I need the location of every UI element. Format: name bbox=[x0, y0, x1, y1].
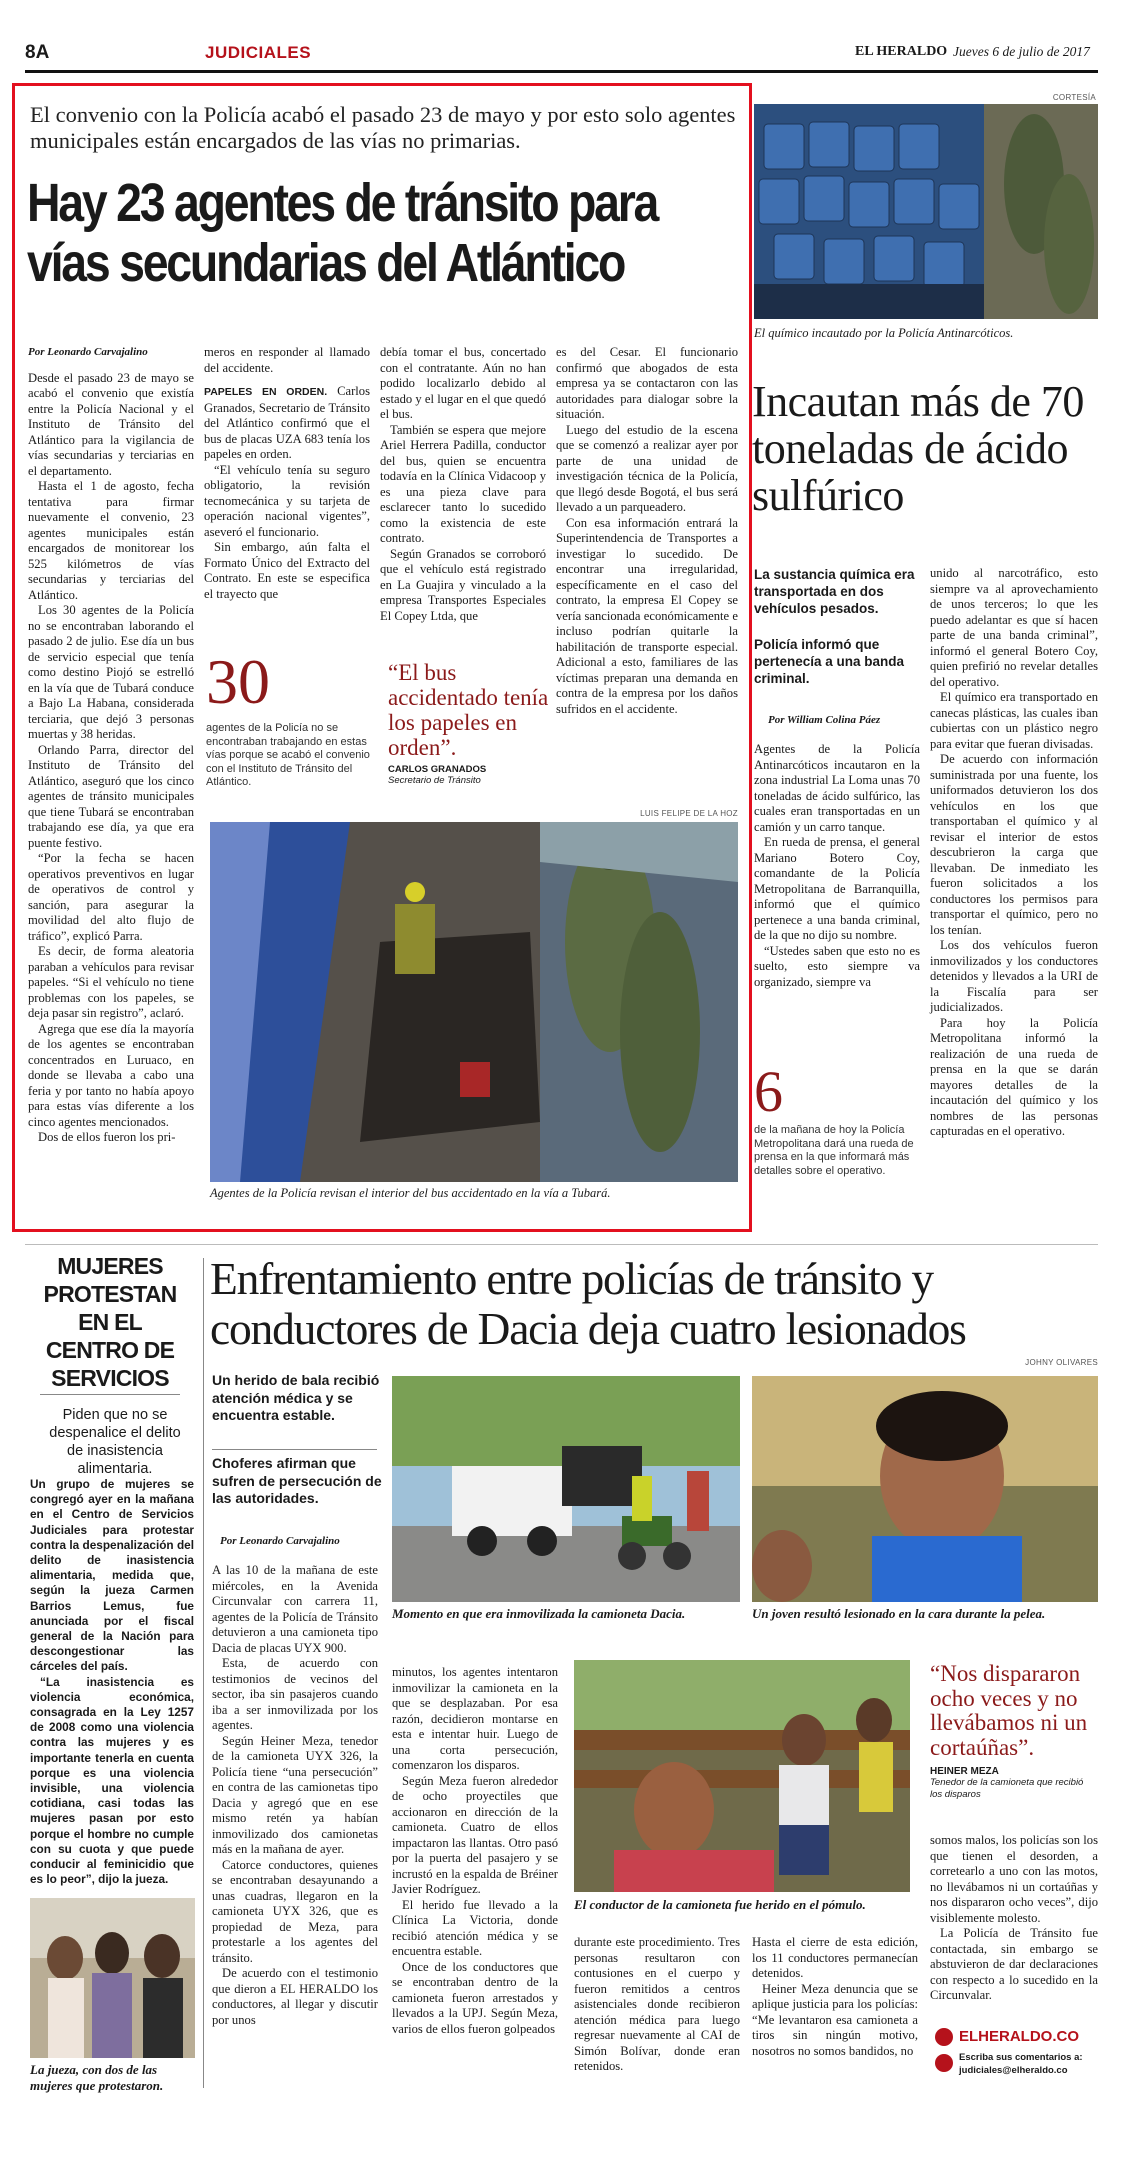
paragraph: El herido fue llevado a la Clínica La Victoria, donde recibió atención médica y se encuentra estable. bbox=[392, 1897, 558, 1958]
photo-caption: Un joven resultó lesionado en la cara durante la pelea. bbox=[752, 1606, 1046, 1621]
paragraph: “Por la fecha se hacen operativos preventivos en lugar de operativos de control y sanción, para asegurar la movilidad del alto flujo de tráfico”, explicó Parra. bbox=[28, 851, 194, 943]
paragraph: Dos de ellos fueron los pri- bbox=[38, 1130, 176, 1144]
paragraph: Sin embargo, aún falta el Formato Único del Extracto del Contrato. En este se especifica el trayecto que bbox=[204, 540, 370, 601]
story4-deck2: Choferes afirman que sufren de persecución de las autoridades. bbox=[212, 1455, 382, 1506]
footer-logo: ELHERALDO.CO bbox=[959, 2028, 1079, 2045]
quote-role: Tenedor de la camioneta que recibió los disparos bbox=[930, 1777, 1084, 1800]
driver-injured-photo bbox=[574, 1660, 910, 1892]
bus-accident-photo bbox=[210, 822, 738, 1182]
paragraph: somos malos, los policías son los que tienen el desorden, a corretearlo a uno con las motos, no llevábamos ni un cortaúñas y nos dispararon ocho veces”, dijo visiblemente molesto. bbox=[930, 1833, 1098, 1925]
paragraph: unido al narcotráfico, esto siempre va al aprovechamiento de unos terceros; lo que les puedo adelantar es que sí hacen parte de una banda criminal”, informó el general Botero Coy, quien prefirió no revelar detalles del operativo. bbox=[930, 566, 1098, 689]
story2-deck1: La sustancia química era transportada en dos vehículos pesados. bbox=[754, 567, 915, 616]
story4-col3 bbox=[574, 1935, 740, 2075]
stat-text: de la mañana de hoy la Policía Metropolitana dará una rueda de prensa en la que informará más detalles sobre el operativo. bbox=[754, 1124, 914, 1177]
story1-quote bbox=[388, 660, 558, 786]
quote-name: CARLOS GRANADOS bbox=[388, 764, 487, 775]
photo-caption: Momento en que era inmovilizada la camioneta Dacia. bbox=[392, 1606, 686, 1621]
story3-headline: MUJERES PROTESTAN EN EL CENTRO DE SERVICIOS bbox=[43, 1253, 177, 1391]
paragraph: Heiner Meza denuncia que se aplique justicia para los policías: “Me levantaron esa camioneta a tiros sin ningún motivo, nosotros no somos bandidos, no bbox=[752, 1981, 918, 2058]
photo-credit: JOHNY OLIVARES bbox=[1025, 1358, 1098, 1367]
story4-quote bbox=[930, 1662, 1098, 1800]
photo-caption: Agentes de la Policía revisan el interior del bus accidentado en la vía a Tubará. bbox=[210, 1186, 611, 1200]
dacia-tow-photo bbox=[392, 1376, 740, 1602]
paragraph: Agentes de la Policía Antinarcóticos incautaron en la zona industrial La Loma unas 70 toneladas de ácido sulfúrico, las cuales eran transportadas en un camión y un carro tanque. bbox=[754, 742, 920, 834]
story4-col4 bbox=[752, 1935, 918, 2059]
story4-col1 bbox=[212, 1563, 378, 2028]
story1-kicker: El convenio con la Policía acabó el pasado 23 de mayo y por esto solo agentes municipales están encargados de las vías no primarias. bbox=[30, 102, 736, 153]
paragraph: Los 30 agentes de la Policía no se encontraban laborando el pasado 2 de julio. Ese día un bus de servicio especial que tenía como destino Piojó se estrelló en la vía que de Tubará conduce a Bajo La Habana, considerada terciaria, que dejó 3 personas muertas y 38 heridas. bbox=[28, 603, 194, 741]
paragraph: De acuerdo con información suministrada por una fuente, los uniformados detuvieron los dos vehículos en los que transportaban el químico y al revisar el interior de estos descubrieron la carga que llevaban. De inmediato les fueron solicitados a los conductores los permisos para transportar el químico, pero no los tenían. bbox=[930, 752, 1098, 937]
paragraph: Esta, de acuerdo con testimonios de vecinos del sector, iba sin pasajeros cuando iba a ser inmovilizada por los agentes. bbox=[212, 1656, 378, 1732]
paragraph bbox=[204, 384, 370, 463]
paragraph: Con esa información entrará la Superintendencia de Transportes a investigar lo sucedido. De encontrar una irregularidad, específicamente en el caso del contrato, la empresa El Copey se vería sancionada económicamente e incluso podrían quitarle la habilitación de transporte especial. Adicional a esto, familiares de las víctimas preparan una demanda en contra de la empresa por los daños sufridos en el accidente. bbox=[556, 515, 738, 716]
paragraph: Según Granados se corroboró que el vehículo está registrado en La Guajira y vinculado a la empresa Transportes Especiales El Copey Ltda, que bbox=[380, 546, 546, 623]
story4-deck1: Un herido de bala recibió atención médica y se encuentra estable. bbox=[212, 1372, 380, 1423]
pull-quote: “Nos dispararon ocho veces y no llevábamos ni un cortaúñas”. bbox=[930, 1661, 1088, 1760]
paragraph: Según Heiner Meza, tenedor de la camioneta UYX 326, la Policía tiene “una persecución” en contra de las camionetas tipo Dacia y agregó que en ese mismo retén ya habían inmovilizado dos camionetas más en la mañana de ayer. bbox=[212, 1733, 378, 1856]
issue-date: Jueves 6 de julio de 2017 bbox=[953, 44, 1090, 59]
story2-stat bbox=[754, 1059, 920, 1178]
paragraph: Los dos vehículos fueron inmovilizados y los conductores detenidos y llevados a la URI de la Fiscalía para ser judicializados. bbox=[930, 938, 1098, 1014]
story3-body bbox=[30, 1477, 194, 1887]
paragraph: La Policía de Tránsito fue contactada, sin embargo se abstuvieron de dar declaraciones con respecto a lo sucedido en la Circunvalar. bbox=[930, 1926, 1098, 2002]
paragraph: De acuerdo con el testimonio que dieron a EL HERALDO los conductores, al llegar y discutir por unos bbox=[212, 1966, 378, 2027]
story4-col2 bbox=[392, 1665, 558, 2037]
paragraph: debía tomar el bus, concertado con el contratante. Aún no han podido localizarlo debido al estado y el lugar en el que quedó el bus. bbox=[380, 345, 546, 421]
photo-caption: La jueza, con dos de las mujeres que protestaron. bbox=[30, 2062, 164, 2093]
story4-col5 bbox=[930, 1833, 1098, 2004]
story1-byline: Por Leonardo Carvajalino bbox=[28, 346, 148, 358]
paragraph: Para hoy la Policía Metropolitana informó la realización de una rueda de prensa en la que se darán mayores detalles de la incautación del químico y los nombres de las personas capturadas en el operativo. bbox=[930, 1015, 1098, 1138]
paragraph: “El vehículo tenía su seguro obligatorio, la revisión tecnomecánica y su tarjeta de operación nacional vigentes”, aseveró el funcionario. bbox=[204, 462, 370, 539]
section-name: JUDICIALES bbox=[205, 43, 312, 62]
story4-headline: Enfrentamiento entre policías de tránsito y conductores de Dacia deja cuatro lesionados bbox=[210, 1253, 966, 1354]
story3-deck: Piden que no se despenalice el delito de inasistencia alimentaria. bbox=[49, 1407, 181, 1477]
paragraph: Desde el pasado 23 de mayo se acabó el convenio que existía entre la Policía Nacional y el Instituto de Tránsito del Atlántico para la vigilancia de vías secundarias y terciarias en el departamento. bbox=[28, 370, 194, 478]
judge-protest-photo bbox=[30, 1898, 195, 2058]
story1-stat bbox=[206, 646, 374, 790]
story1-col4 bbox=[556, 345, 738, 717]
page-header bbox=[25, 40, 1098, 74]
story3-divider bbox=[40, 1394, 180, 1395]
paragraph: A las 10 de la mañana de este miércoles, en la Avenida Circunvalar con carrera 11, agentes de la Policía de Tránsito detuvieron a una camioneta tipo Dacia de placas UYX 900. bbox=[212, 1563, 378, 1655]
paragraph-text: Carlos Granados, Secretario de Tránsito del Atlántico confirmó que el bus de placas UZA 683 tenía los papeles en orden. bbox=[204, 384, 370, 461]
paragraph: “Ustedes saben que esto no es suelto, esto siempre va organizado, siempre va bbox=[754, 943, 920, 989]
header-rule bbox=[25, 70, 1098, 73]
story2-headline: Incautan más de 70 toneladas de ácido sulfúrico bbox=[752, 377, 1084, 520]
story2-byline: Por William Colina Páez bbox=[768, 714, 881, 726]
photo-caption: El conductor de la camioneta fue herido en el pómulo. bbox=[574, 1897, 866, 1912]
stat-number: 6 bbox=[754, 1059, 783, 1124]
chemical-containers-photo bbox=[754, 104, 1098, 319]
quote-name: HEINER MEZA bbox=[930, 1766, 999, 1777]
story2-col2 bbox=[930, 566, 1098, 1140]
paragraph: Es decir, de forma aleatoria paraban a vehículos para revisar papeles. “Si el vehículo no tiene problemas con los papeles, se deja pasar sin registro”, aclaró. bbox=[28, 944, 194, 1020]
paragraph: También se espera que mejore Ariel Herrera Padilla, conductor del bus, quien se encuentra todavía en la Clínica Vidacoop y es una pieza clave para esclarecer tanto lo sucedido como la existencia de este contrato. bbox=[380, 422, 546, 545]
paragraph: Once de los conductores que se encontraban dentro de la camioneta fueron arrestados y llevados a la UPJ. Según Meza, varios de ellos fueron golpeados bbox=[392, 1959, 558, 2036]
story4-deck-divider bbox=[212, 1449, 377, 1450]
photo-credit: CORTESÍA bbox=[1052, 93, 1096, 102]
paragraph: Agrega que ese día la mayoría de los agentes se encontraban concentrados en Luruaco, en donde se llevaba a cabo una feria y por tanto no había apoyo para estas vías diferente a los cinco agentes mencionados. bbox=[28, 1021, 194, 1129]
photo-credit: LUIS FELIPE DE LA HOZ bbox=[640, 809, 738, 818]
paragraph: Catorce conductores, quienes se encontraban desayunando a unas cuadras, llegaron en la camioneta UYX 326, que es propiedad de Meza, para protestarle a los agentes del tránsito. bbox=[212, 1857, 378, 1965]
paragraph: meros en responder al llamado del accidente. bbox=[204, 345, 370, 375]
story2-col1 bbox=[754, 742, 920, 990]
story4-byline: Por Leonardo Carvajalino bbox=[220, 1535, 340, 1547]
footer-email[interactable]: judiciales@elheraldo.co bbox=[959, 2065, 1068, 2076]
quote-role: Secretario de Tránsito bbox=[388, 775, 481, 786]
paragraph: durante este procedimiento. Tres personas resultaron con contusiones en el cuerpo y fueron remitidos a centros asistenciales donde recibieron atención médica para luego regresar nuevamente al CAI de Simón Bolívar, donde eran retenidos. bbox=[574, 1935, 740, 2073]
story1-headline: Hay 23 agentes de tránsito para vías secundarias del Atlántico bbox=[27, 173, 658, 293]
paragraph: Según Meza fueron alrededor de ocho proyectiles que accionaron en dirección de la camioneta. Cuatro de ellos impactaron las llantas. Otro pasó por la puerta del pasajero y se incrustó en la espalda de Bréiner Javier Rodríguez. bbox=[392, 1773, 558, 1896]
paragraph: “La inasistencia es violencia económica, consagrada en la Ley 1257 de 2008 como una violencia contra las mujeres y es importante tenerla en cuenta porque es una violencia invisible, una violencia cotidiana, casi todas las mujeres pasan por esto porque el hombre no cumple con su cuota y que puede conducir al feminicidio que es lo peor”, dijo la jueza. bbox=[30, 1674, 194, 1887]
column-divider bbox=[203, 1258, 204, 2088]
story1-col3 bbox=[380, 345, 546, 624]
stat-text: agentes de la Policía no se encontraban trabajando en estas vías porque se acabó el convenio con el Instituto de Tránsito del Atlántico. bbox=[206, 722, 370, 788]
paragraph: minutos, los agentes intentaron inmovilizar la camioneta en la que se desplazaban. Por esa razón, decidieron montarse en esta e intentar huir. Luego de una corta persecución, comenzaron los disparos. bbox=[392, 1665, 558, 1772]
paragraph: Un grupo de mujeres se congregó ayer en la mañana en el Centro de Servicios Judiciales para protestar contra la despenalización del delito de inasistencia alimentaria, medida que, según la jueza Carmen Barrios Lemus, fue anunciada por el fiscal general de la Nación para descongestionar las cárceles del país. bbox=[30, 1477, 194, 1674]
story1-col2 bbox=[204, 345, 370, 602]
paragraph: En rueda de prensa, el general Mariano Botero Coy, comandante de la Policía Metropolitana de Barranquilla, informó que el químico pertenece a una banda criminal, de la que no dijo su nombre. bbox=[754, 835, 920, 942]
stat-number: 30 bbox=[206, 646, 270, 717]
subhead: PAPELES EN ORDEN. bbox=[204, 386, 328, 398]
section-divider bbox=[25, 1244, 1098, 1245]
footer-promo bbox=[935, 2028, 1100, 2088]
paper-name: EL HERALDO bbox=[855, 44, 948, 59]
footer-comments: Escriba sus comentarios a: bbox=[959, 2052, 1083, 2063]
comment-icon bbox=[935, 2054, 953, 2072]
paragraph: Hasta el cierre de esta edición, los 11 conductores permanecían detenidos. bbox=[752, 1935, 918, 1980]
story2-deck2: Policía informó que pertenecía a una banda criminal. bbox=[754, 637, 905, 686]
paragraph: Luego del estudio de la escena que se comenzó a realizar ayer por parte de una unidad de investigación técnica de la Policía, que llegó desde Bogotá, el bus será llevado a un parqueadero. bbox=[556, 422, 738, 514]
page-number: 8A bbox=[25, 42, 50, 63]
story1-col1 bbox=[28, 345, 194, 1146]
paragraph: Hasta el 1 de agosto, fecha tentativa para firmar nuevamente el convenio, 23 agentes municipales están encargados de monitorear los 525 kilómetros de vías secundarias y terciarias del Atlántico. bbox=[28, 479, 194, 602]
injured-youth-photo bbox=[752, 1376, 1098, 1602]
photo-caption: El químico incautado por la Policía Antinarcóticos. bbox=[754, 326, 1014, 340]
logo-icon bbox=[935, 2028, 953, 2046]
pull-quote: “El bus accidentado tenía los papeles en orden”. bbox=[388, 660, 549, 760]
paragraph: es del Cesar. El funcionario confirmó que abogados de esta empresa ya se contactaron con las autoridades para dialogar sobre la situación. bbox=[556, 345, 738, 421]
paragraph: Orlando Parra, director del Instituto de Tránsito del Atlántico, aseguró que los cinco agentes de tránsito municipales que tiene Tubará se encontraban trabajando ese día, ya que era puente festivo. bbox=[28, 742, 194, 850]
paragraph: El químico era transportado en canecas plásticas, las cuales iban cubiertas con un plástico negro para evitar que fueran divisadas. bbox=[930, 690, 1098, 751]
